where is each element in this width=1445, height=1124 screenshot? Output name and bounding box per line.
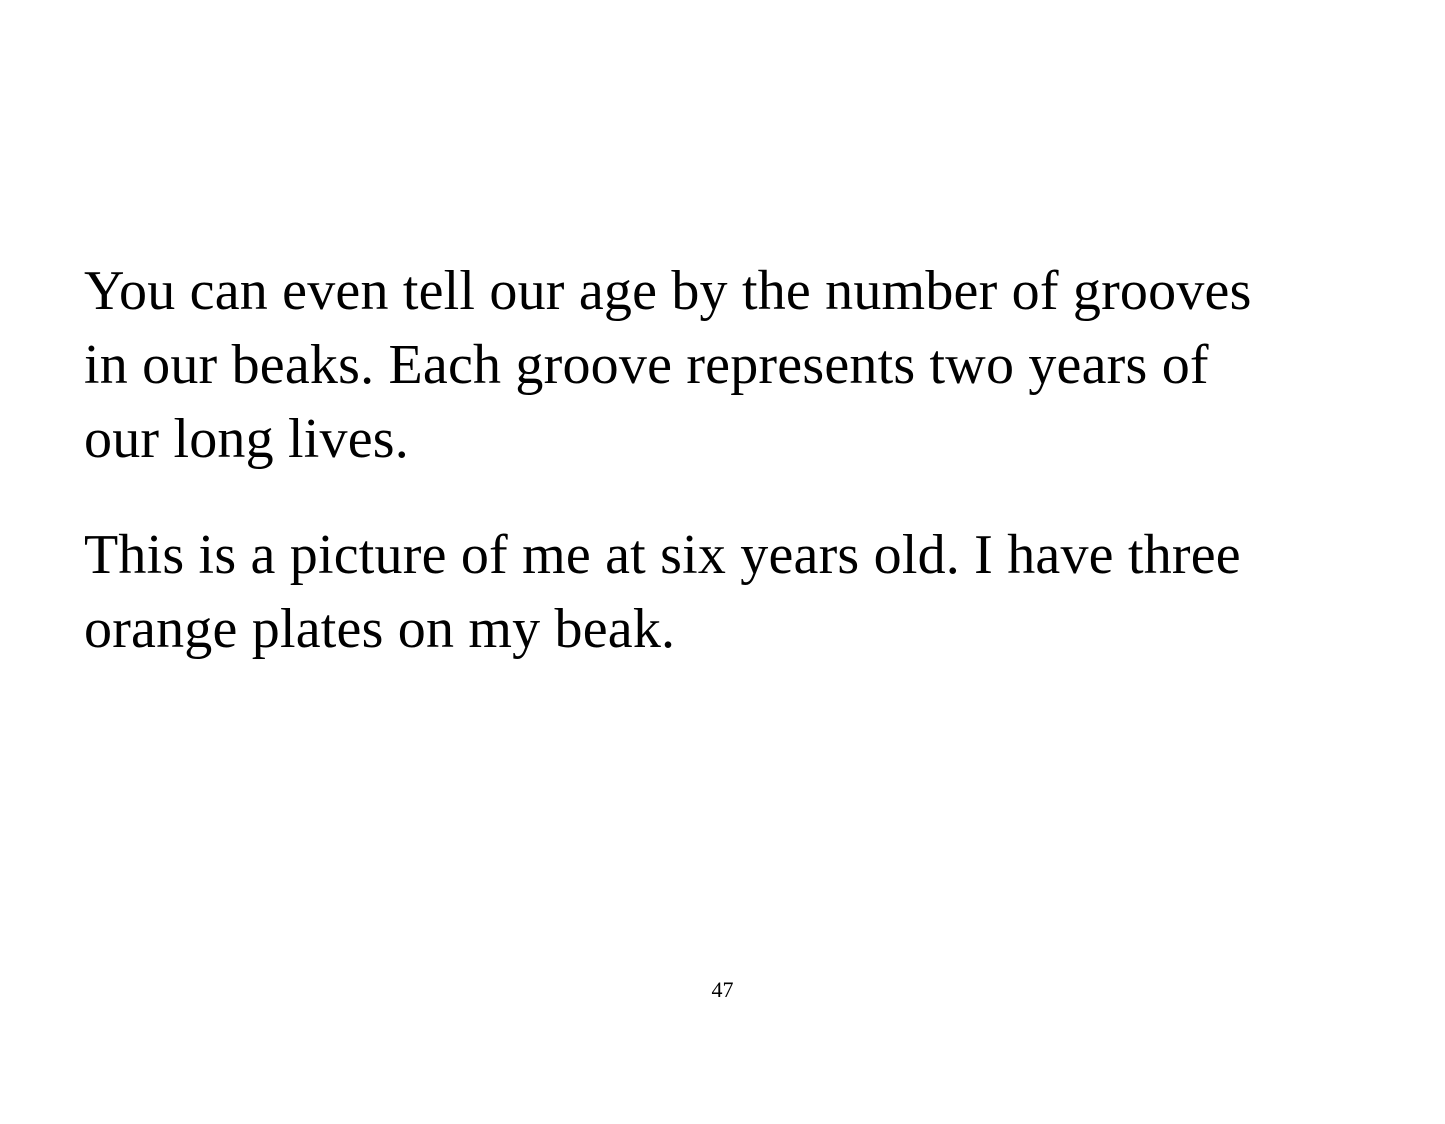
page-number: 47	[711, 977, 734, 1002]
paragraph-2: This is a picture of me at six years old. I have three orange plates on my beak.	[84, 523, 1241, 660]
paragraph-1: You can even tell our age by the number of grooves in our beaks. Each groove represents two years of our long lives.	[84, 260, 1252, 470]
page-body-text	[84, 255, 1264, 667]
